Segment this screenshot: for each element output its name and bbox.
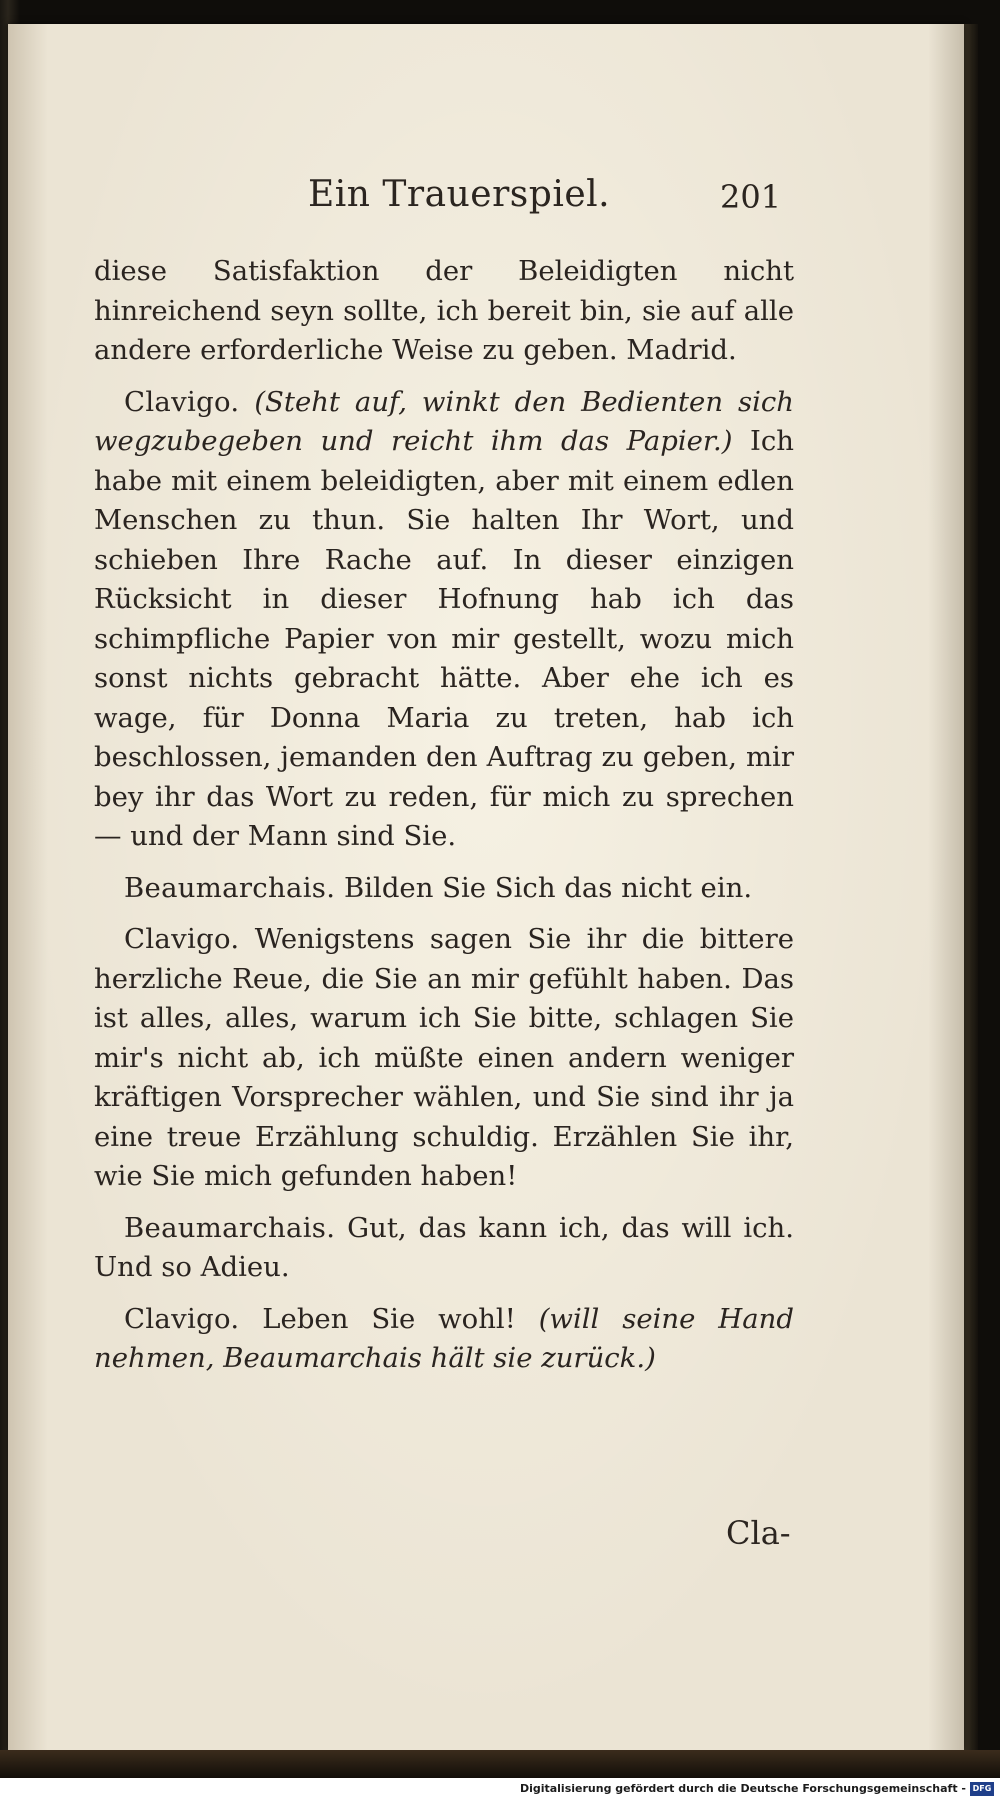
text-block — [94, 252, 794, 1391]
speaker-name: Clavigo. — [124, 385, 240, 418]
speech-text: Bilden Sie Sich das nicht ein. — [344, 871, 753, 904]
stage-direction: (Steht auf, winkt den Bedienten sich wegzubegeben und reicht ihm das Papier.) — [94, 385, 794, 457]
speech-text: Ich habe mit einem beleidigten, aber mit einem edlen Menschen zu thun. Sie halten Ihr Wort, und schieben Ihre Rache auf. In dieser einzigen Rücksicht in dieser Hofnung hab ich das schimpfliche Papier von mir gestellt, wozu mich sonst nichts gebracht hätte. Aber ehe ich es wage, für Donna Maria zu treten, hab ich beschlossen, jemanden den Auftrag zu geben, mir bey ihr das Wort zu reden, für mich zu sprechen— und der Mann sind Sie. — [94, 425, 795, 852]
speaker-name: Beaumarchais. — [124, 1211, 336, 1244]
book-bottom-edge — [0, 1750, 1000, 1778]
speech-beaumarchais-1 — [94, 869, 794, 909]
speech-text: Leben Sie wohl! — [262, 1302, 516, 1335]
funding-credit: Digitalisierung gefördert durch die Deutsche Forschungsgemeinschaft - — [519, 1782, 966, 1795]
speaker-name: Clavigo. — [124, 1302, 240, 1335]
speech-clavigo-1 — [94, 383, 794, 857]
speech-text: Wenigstens sagen Sie ihr die bittere herzliche Reue, die Sie an mir gefühlt haben. Das ist alles, alles, warum ich Sie bitte, schlagen Sie mir's nicht ab, ich müßte einen andern weniger kräftigen Vorsprecher wählen, und Sie sind ihr ja eine treue Erzählung schuldig. Erzählen Sie ihr, wie Sie mich gefunden haben! — [94, 923, 794, 1192]
book-fore-edge — [964, 24, 978, 1750]
speech-clavigo-2 — [94, 920, 794, 1197]
dfg-logo: DFG — [970, 1782, 994, 1796]
speech-text: Gut, das kann ich, das will ich. Und so Adieu. — [94, 1211, 794, 1283]
speech-clavigo-3 — [94, 1300, 794, 1379]
paragraph-continuation — [94, 252, 794, 371]
stage-direction: (will seine Hand nehmen, Beaumarchais hält sie zurück.) — [94, 1302, 794, 1374]
book-page — [8, 24, 964, 1750]
running-title: Ein Trauerspiel. — [308, 174, 611, 215]
running-head — [8, 174, 964, 224]
speaker-name: Clavigo. — [124, 923, 240, 955]
digitization-footer — [0, 1778, 1000, 1802]
paragraph-text: diese Satisfaktion der Beleidigten nicht hinreichend seyn sollte, ich bereit bin, sie auf alle andere erforderliche Weise zu geben. Madrid. — [94, 255, 794, 366]
speaker-name: Beaumarchais. — [124, 871, 336, 904]
page-number: 201 — [720, 178, 782, 216]
catchword: Cla- — [726, 1514, 791, 1552]
speech-beaumarchais-2 — [94, 1209, 794, 1288]
